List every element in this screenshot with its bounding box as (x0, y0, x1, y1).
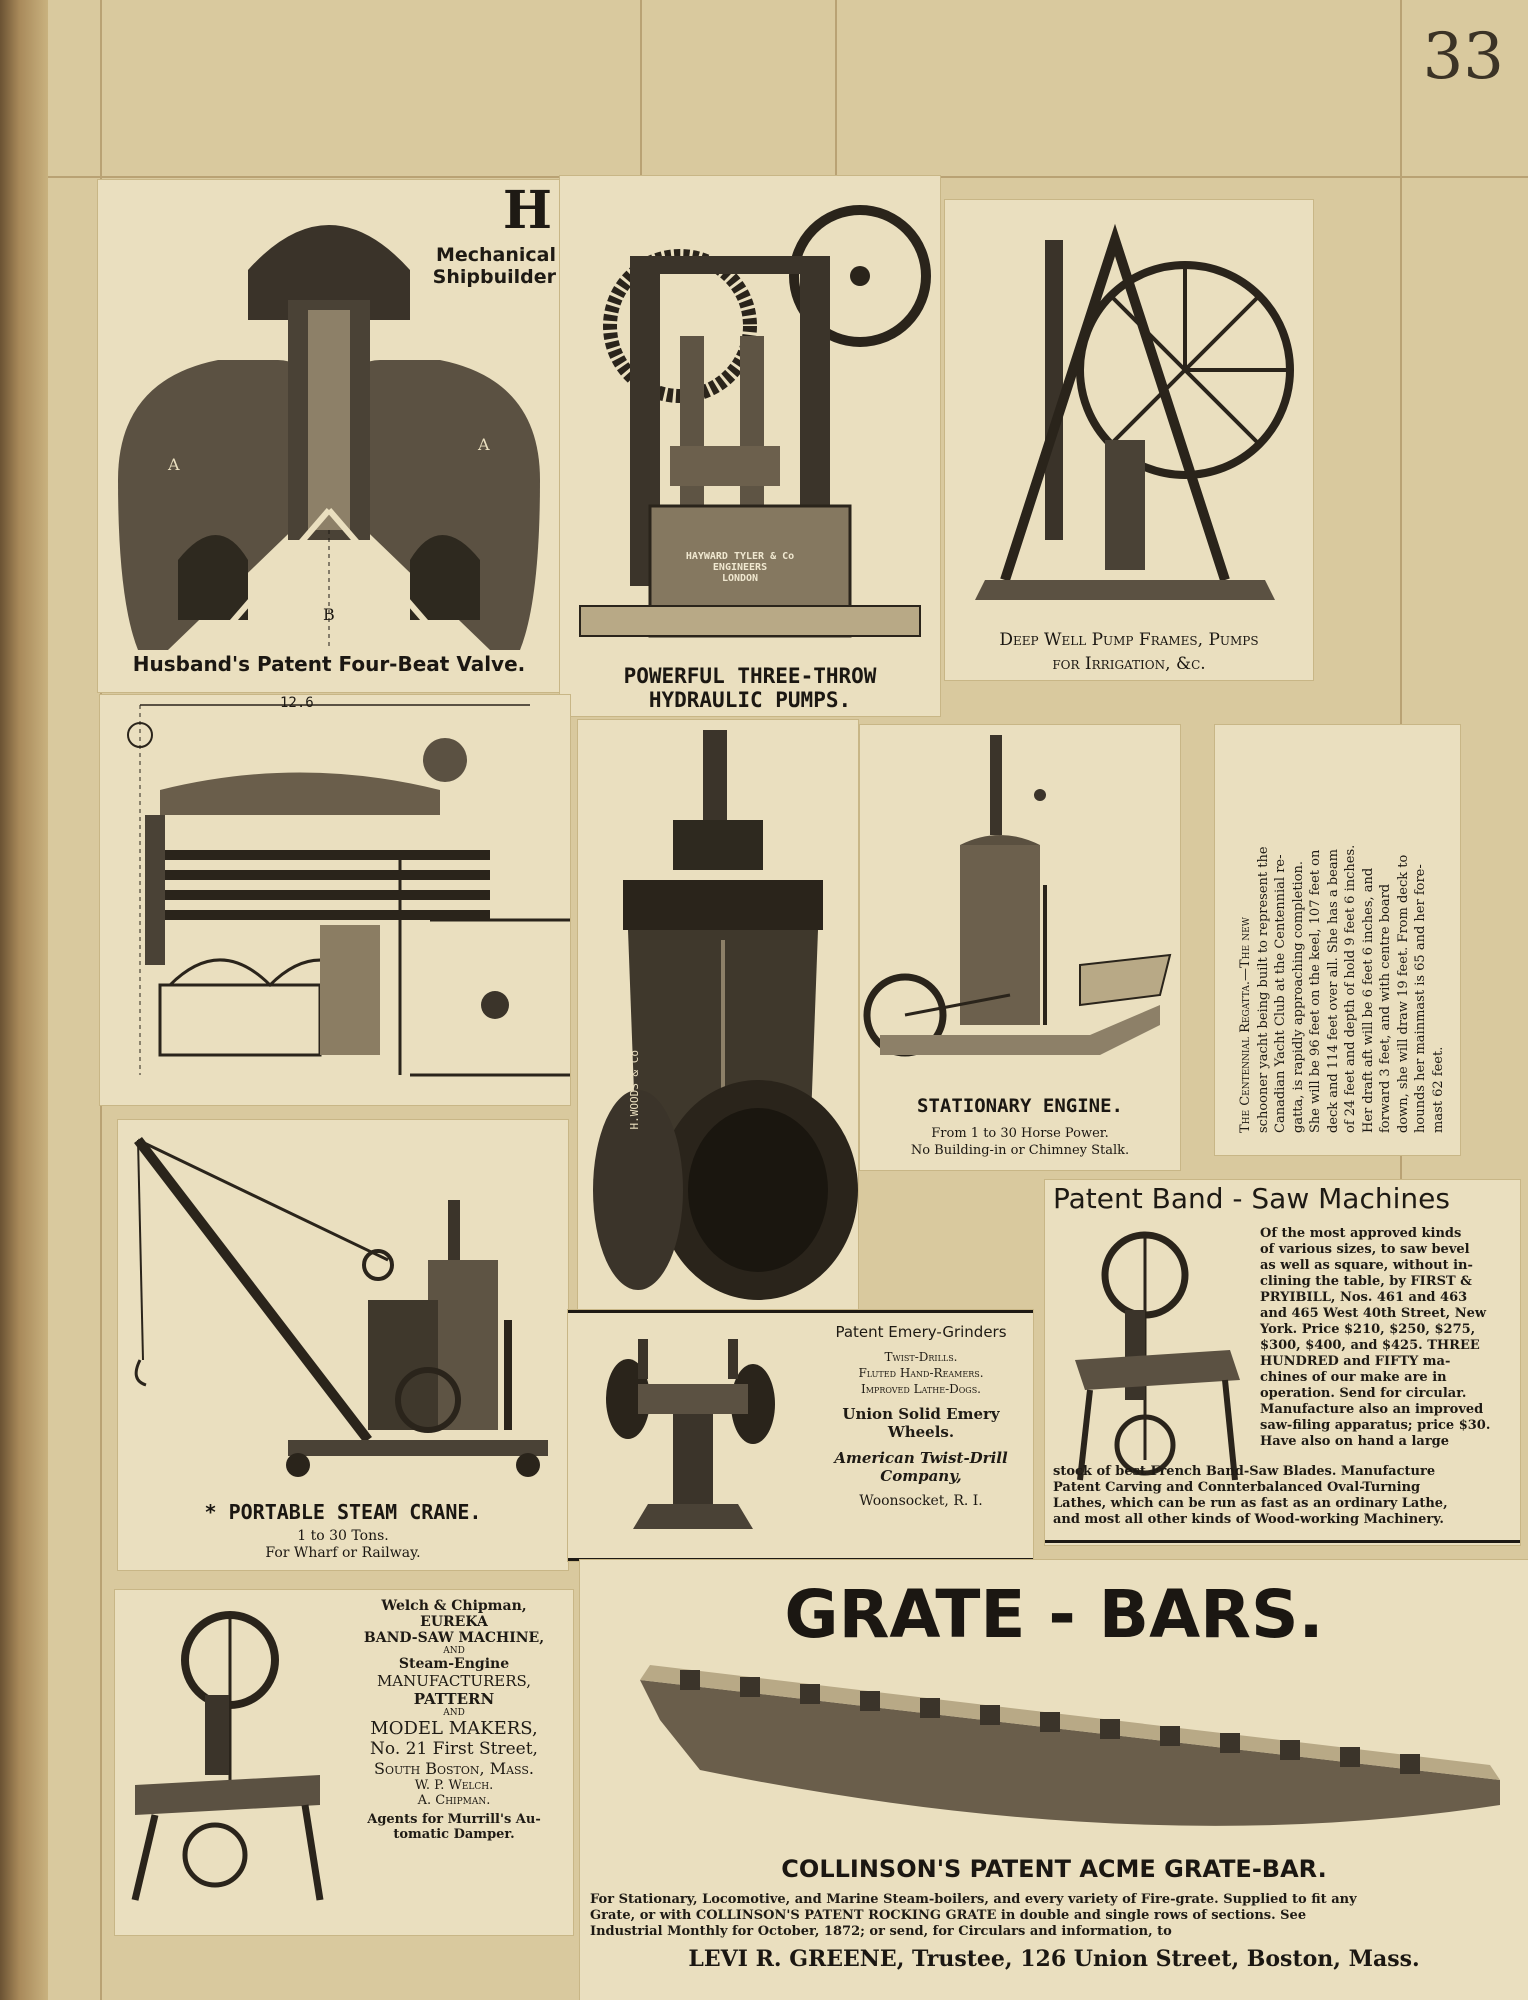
deep-well-clipping (945, 200, 1313, 680)
crane-details: 1 to 30 Tons. For Wharf or Railway. (265, 1528, 421, 1561)
welch-clipping (115, 1590, 573, 1935)
stationary-engine-clipping (860, 725, 1180, 1170)
hydraulic-maker-plate: HAYWARD TYLER & Co ENGINEERS LONDON (685, 551, 795, 584)
grate-subhead: COLLINSON'S PATENT ACME GRATE-BAR. (781, 1855, 1327, 1883)
emery-items: Twist-Drills. Fluted Hand-Reamers. Improved Lathe-Dogs. (858, 1350, 984, 1396)
emery-text (816, 1323, 1026, 1509)
valve-illustration (98, 180, 560, 650)
stationary-engine-illustration (860, 725, 1180, 1095)
boiler-clipping (100, 695, 570, 1105)
bandsaw-title: Patent Band - Saw Machines (1053, 1182, 1450, 1215)
svg-text:A: A (168, 455, 180, 474)
grate-headline: GRATE - BARS. (784, 1576, 1324, 1653)
emery-wheels: Union Solid Emery Wheels. (842, 1405, 1000, 1441)
book-spine (0, 0, 48, 2000)
regatta-clipping (1215, 725, 1460, 1155)
emery-place: Woonsocket, R. I. (859, 1493, 983, 1509)
valve-caption: Husband's Patent Four-Beat Valve. (132, 652, 526, 676)
welch-bandsaw-illustration (125, 1605, 325, 1905)
deep-well-pump-illustration (945, 200, 1313, 620)
gate-valve-maker-plate: H.WOODS & Co (628, 1050, 641, 1130)
svg-text:A: A (478, 435, 490, 454)
valve-corner-letter: H (502, 180, 552, 241)
gate-valve-clipping (578, 720, 858, 1310)
emery-grinder-illustration (578, 1329, 798, 1549)
hydraulic-pump-illustration (560, 176, 940, 656)
emery-clipping (568, 1310, 1033, 1561)
bandsaw-clipping (1045, 1180, 1520, 1545)
boiler-dimension-label: 12.6 (280, 695, 314, 711)
grate-body: For Stationary, Locomotive, and Marine Steam-boilers, and every variety of Fire-grate. Supplied to fit any Grate, or with COLLINSON'S PATENT ROCKING GRATE in double and single rows of sections. See Industrial Monthly for October, 1872; or send, for Circulars and information, to (590, 1892, 1357, 1939)
ledger-rule (640, 0, 642, 180)
hydraulic-caption: POWERFUL THREE-THROW HYDRAULIC PUMPS. (623, 664, 877, 712)
gate-valve-illustration (578, 720, 858, 1310)
regatta-article: The Centennial Regatta.—The new schooner yacht being built to represent the Canadian Yacht Club at the Centennial re- gatta, is rapidly approaching completion. She will be 96 feet on the keel, 107 feet on deck and 114 feet over all. She has a beam of 24 feet and depth of hold 9 feet 6 inches. Her draft aft will be 6 feet 6 inches, and forward 3 feet, and with centre board down, she will draw 19 feet. From deck to hounds her mainmast is 65 and her fore- mast 62 feet. (1238, 844, 1446, 1133)
ledger-rule (835, 0, 837, 180)
emery-title: Patent Emery-Grinders (835, 1323, 1007, 1341)
welch-text: Welch & Chipman, EUREKA BAND-SAW MACHINE, AND Steam-Engine MANUFACTURERS, PATTERN AND MODEL MAKERS, No. 21 First Street, South Boston, Mass. W. P. Welch. A. Chipman. Agents for Murrill's Au- tomatic Damper. (363, 1598, 545, 1842)
crane-title: * PORTABLE STEAM CRANE. (204, 1500, 482, 1524)
grate-bar-illustration (640, 1660, 1520, 1860)
bandsaw-illustration (1065, 1230, 1240, 1490)
crane-clipping (118, 1120, 568, 1570)
boiler-diagram (100, 695, 570, 1105)
bandsaw-description: Of the most approved kinds of various sizes, to saw bevel as well as square, without in- clining the table, by FIRST & PRYIBILL, Nos. 461 and 463 and 465 West 40th Street, New York. Price $210, $250, $275, $300, $400, and $425. THREE HUNDRED and FIFTY ma- chines of our make are in operation. Send for circular. Manufacture also an improved saw-filing apparatus; price $30. Have also on hand a large (1260, 1226, 1491, 1449)
grate-bars-clipping (580, 1560, 1528, 2000)
svg-text:B: B (323, 605, 335, 624)
hydraulic-clipping (560, 176, 940, 716)
steam-crane-illustration (118, 1120, 568, 1500)
emery-company: American Twist-Drill Company, (834, 1449, 1008, 1485)
valve-subtitle: Mechanical Shipbuilder (432, 244, 556, 288)
stationary-engine-title: STATIONARY ENGINE. (917, 1095, 1123, 1117)
page-number: 33 (1422, 20, 1504, 94)
deep-well-caption: Deep Well Pump Frames, Pumps for Irrigation, &c. (999, 630, 1259, 674)
bandsaw-rule (1045, 1540, 1520, 1543)
stationary-engine-details: From 1 to 30 Horse Power. No Building-in or Chimney Stalk. (910, 1126, 1130, 1158)
valve-clipping (98, 180, 560, 692)
bandsaw-footnote: stock of best French Band-Saw Blades. Manufacture Patent Carving and Connterbalanced Oval-Turning Lathes, which can be run as fast as an ordinary Lathe, and most all other kinds of Wood-working Machinery. (1053, 1464, 1448, 1527)
grate-signature: LEVI R. GREENE, Trustee, 126 Union Street, Boston, Mass. (688, 1946, 1420, 1972)
